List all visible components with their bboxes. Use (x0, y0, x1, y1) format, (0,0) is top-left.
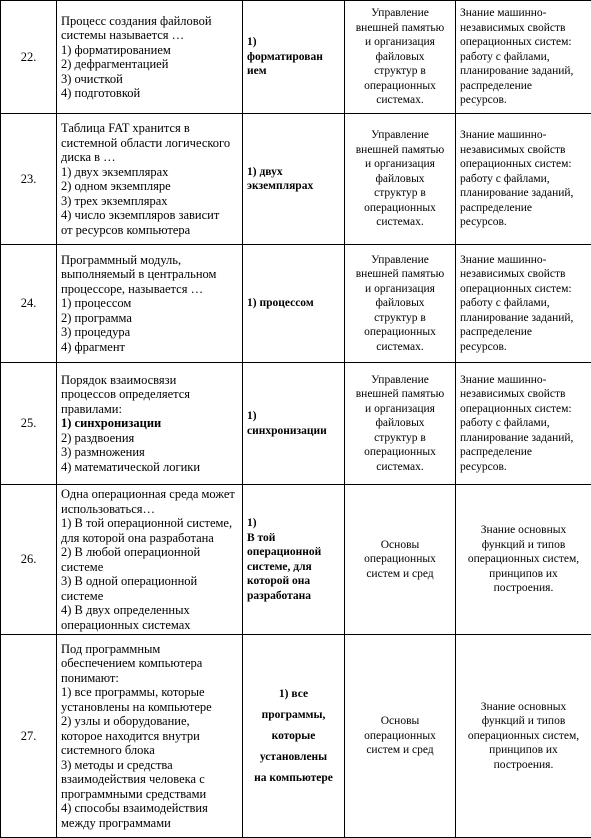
question-text (57, 635, 243, 838)
question-text (57, 363, 243, 485)
text-line: ресурсов. (460, 460, 587, 475)
text-line: 1) двух экземплярах (61, 165, 238, 180)
text-line: функций и типов (460, 538, 587, 553)
text-line: внешней памятью (349, 267, 451, 282)
correct-answer (243, 635, 345, 838)
correct-answer (243, 1, 345, 114)
text-line: 4) фрагмент (61, 340, 238, 355)
text-line: использоваться… (61, 502, 238, 517)
text-line: 1) процессом (247, 296, 340, 311)
competence-cell (456, 363, 591, 485)
text-line: структур в (349, 186, 451, 201)
text-line: системах. (349, 460, 451, 475)
text-line: 2) В любой операционной (61, 545, 238, 560)
text-line: планирование заданий, (460, 431, 587, 446)
question-number: 27. (1, 635, 57, 838)
text-line: операционных систем, (460, 552, 587, 567)
text-line: Управление (349, 6, 451, 21)
text-line: системах. (349, 340, 451, 355)
text-line: принципов их (460, 567, 587, 582)
text-line: Основы (349, 714, 451, 729)
text-line: 2) одном экземпляре (61, 179, 238, 194)
text-line: Знание основных (460, 523, 587, 538)
correct-answer (243, 485, 345, 635)
competence-cell (456, 485, 591, 635)
text-line: Одна операционная среда может (61, 487, 238, 502)
text-line: работу с файлами, (460, 416, 587, 431)
text-line: которое находится внутри (61, 729, 238, 744)
text-line: 3) процедура (61, 325, 238, 340)
topic-cell (345, 1, 456, 114)
text-line: Управление (349, 128, 451, 143)
text-line: 4) В двух определенных (61, 603, 238, 618)
text-line: 1) В той операционной системе, (61, 516, 238, 531)
text-line: операционных систем: (460, 157, 587, 172)
text-line: между программами (61, 816, 238, 831)
text-line: 1) процессом (61, 296, 238, 311)
text-line: диска в … (61, 150, 238, 165)
text-line: Знание машинно- (460, 373, 587, 388)
text-line: внешней памятью (349, 387, 451, 402)
text-line: 1) двух (247, 165, 340, 180)
table-row (1, 485, 591, 635)
text-line: системы называется … (61, 28, 238, 43)
text-line: процессов определяется (61, 387, 238, 402)
text-line: Управление (349, 253, 451, 268)
text-line: 2) раздвоения (61, 431, 238, 446)
text-line: структур в (349, 64, 451, 79)
question-number: 24. (1, 245, 57, 363)
text-line: взаимодействия человека с (61, 772, 238, 787)
text-line: и организация (349, 282, 451, 297)
text-line: операционных (349, 79, 451, 94)
text-line: внешней памятью (349, 21, 451, 36)
text-line: системного блока (61, 743, 238, 758)
text-line: 3) размножения (61, 445, 238, 460)
text-line: синхронизации (247, 424, 340, 439)
text-line: планирование заданий, (460, 311, 587, 326)
text-line: операционных (349, 729, 451, 744)
text-line: 1) форматированием (61, 43, 238, 58)
text-line: Знание машинно- (460, 253, 587, 268)
text-line: построения. (460, 758, 587, 773)
text-line: Основы (349, 538, 451, 553)
text-line: ресурсов. (460, 93, 587, 108)
topic-cell (345, 635, 456, 838)
question-number: 22. (1, 1, 57, 114)
text-line: операционных систем: (460, 402, 587, 417)
text-line: системе (61, 560, 238, 575)
text-line: 4) подготовкой (61, 86, 238, 101)
text-line: операционных системах (61, 618, 238, 633)
text-line: файловых (349, 50, 451, 65)
topic-cell (345, 245, 456, 363)
text-line: планирование заданий, (460, 186, 587, 201)
text-line: Знание машинно- (460, 128, 587, 143)
correct-answer (243, 245, 345, 363)
text-line: 2) дефрагментацией (61, 57, 238, 72)
topic-cell (345, 485, 456, 635)
text-line: 3) В одной операционной (61, 574, 238, 589)
text-line: операционных систем: (460, 35, 587, 50)
text-line: и организация (349, 157, 451, 172)
text-line: и организация (349, 402, 451, 417)
competence-cell (456, 245, 591, 363)
text-line: В той (247, 531, 340, 546)
text-line: выполняемый в центральном (61, 267, 238, 282)
text-line: 1) все (247, 684, 340, 705)
text-line: операционных (349, 325, 451, 340)
text-line: для которой она разработана (61, 531, 238, 546)
text-line: понимают: (61, 671, 238, 686)
text-line: системной области логического (61, 136, 238, 151)
text-line: экземплярах (247, 179, 340, 194)
text-line: работу с файлами, (460, 50, 587, 65)
text-line: 4) число экземпляров зависит (61, 208, 238, 223)
question-number: 25. (1, 363, 57, 485)
text-line: 1) все программы, которые (61, 685, 238, 700)
text-line: системах. (349, 93, 451, 108)
text-line: которые (247, 726, 340, 747)
text-line: 1) (247, 409, 340, 424)
text-line: структур в (349, 311, 451, 326)
text-line: от ресурсов компьютера (61, 223, 238, 238)
text-line: установлены (247, 747, 340, 768)
text-line: 2) программа (61, 311, 238, 326)
text-line: работу с файлами, (460, 172, 587, 187)
text-line: Под программным (61, 642, 238, 657)
question-number: 23. (1, 114, 57, 245)
text-line: 3) трех экземплярах (61, 194, 238, 209)
text-line: независимых свойств (460, 387, 587, 402)
text-line: распределение (460, 201, 587, 216)
text-line: ием (247, 64, 340, 79)
text-line: файловых (349, 172, 451, 187)
text-line: операционных (349, 445, 451, 460)
question-text (57, 485, 243, 635)
text-line: распределение (460, 79, 587, 94)
text-line: структур в (349, 431, 451, 446)
text-line: системе (61, 589, 238, 604)
text-line: установлены на компьютере (61, 700, 238, 715)
text-line: 2) узлы и оборудование, (61, 714, 238, 729)
text-line: операционной (247, 545, 340, 560)
text-line: 1) (247, 516, 340, 531)
text-line: Управление (349, 373, 451, 388)
text-line: системах. (349, 215, 451, 230)
text-line: 1) (247, 35, 340, 50)
text-line: форматирован (247, 50, 340, 65)
text-line: файловых (349, 296, 451, 311)
text-line: 4) способы взаимодействия (61, 801, 238, 816)
text-line: планирование заданий, (460, 64, 587, 79)
question-text (57, 245, 243, 363)
text-line: 3) методы и средства (61, 758, 238, 773)
text-line: распределение (460, 445, 587, 460)
text-line: распределение (460, 325, 587, 340)
table-row (1, 245, 591, 363)
text-line: Знание машинно- (460, 6, 587, 21)
text-line: внешней памятью (349, 143, 451, 158)
text-line: системе, для (247, 560, 340, 575)
text-line: процессоре, называется … (61, 282, 238, 297)
table-row (1, 635, 591, 838)
text-line: систем и сред (349, 567, 451, 582)
text-line: Знание основных (460, 700, 587, 715)
text-line: программными средствами (61, 787, 238, 802)
text-line: систем и сред (349, 743, 451, 758)
text-line: операционных систем: (460, 282, 587, 297)
text-line: Процесс создания файловой (61, 14, 238, 29)
text-line: независимых свойств (460, 143, 587, 158)
text-line: 3) очисткой (61, 72, 238, 87)
competence-cell (456, 635, 591, 838)
text-line: 1) синхронизации (61, 416, 238, 431)
question-text (57, 114, 243, 245)
correct-answer (243, 114, 345, 245)
text-line: ресурсов. (460, 340, 587, 355)
text-line: разработана (247, 589, 340, 604)
text-line: независимых свойств (460, 21, 587, 36)
question-text (57, 1, 243, 114)
text-line: ресурсов. (460, 215, 587, 230)
text-line: правилами: (61, 402, 238, 417)
competence-cell (456, 114, 591, 245)
text-line: Программный модуль, (61, 253, 238, 268)
competence-cell (456, 1, 591, 114)
text-line: на компьютере (247, 768, 340, 789)
text-line: принципов их (460, 743, 587, 758)
text-line: программы, (247, 705, 340, 726)
topic-cell (345, 114, 456, 245)
table-row (1, 1, 591, 114)
text-line: 4) математической логики (61, 460, 238, 475)
correct-answer (243, 363, 345, 485)
text-line: операционных (349, 201, 451, 216)
topic-cell (345, 363, 456, 485)
text-line: операционных (349, 552, 451, 567)
text-line: файловых (349, 416, 451, 431)
text-line: работу с файлами, (460, 296, 587, 311)
text-line: Порядок взаимосвязи (61, 373, 238, 388)
table-row (1, 363, 591, 485)
text-line: операционных систем, (460, 729, 587, 744)
table-body (1, 1, 591, 838)
text-line: функций и типов (460, 714, 587, 729)
text-line: обеспечением компьютера (61, 656, 238, 671)
text-line: и организация (349, 35, 451, 50)
text-line: независимых свойств (460, 267, 587, 282)
question-number: 26. (1, 485, 57, 635)
table-row (1, 114, 591, 245)
text-line: построения. (460, 581, 587, 596)
text-line: которой она (247, 574, 340, 589)
text-line: Таблица FAT хранится в (61, 121, 238, 136)
